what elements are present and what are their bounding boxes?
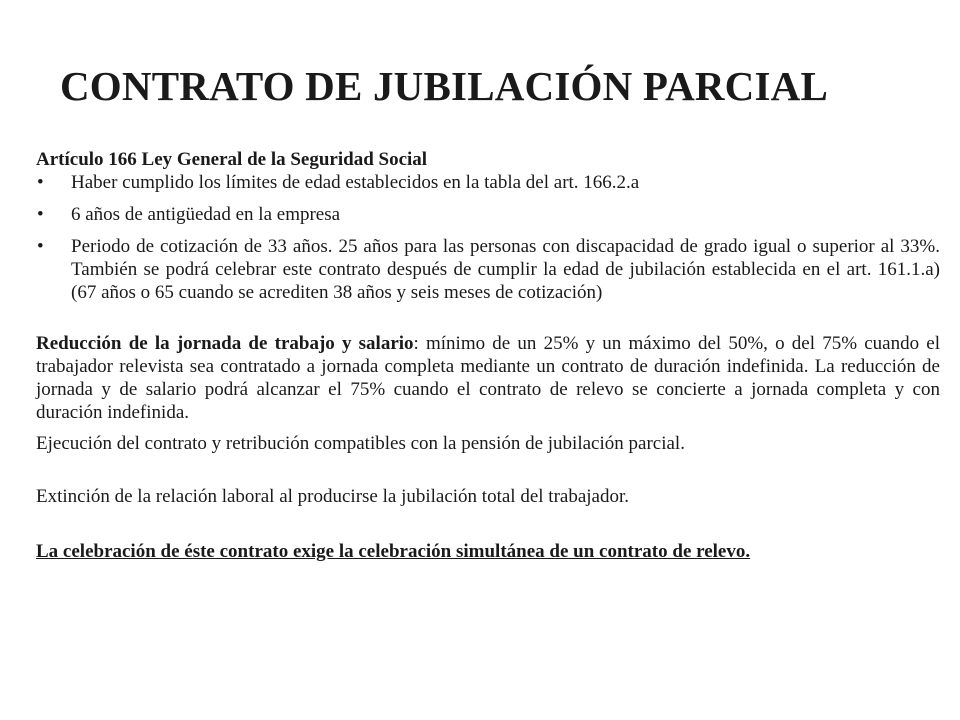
requirement-text: Periodo de cotización de 33 años. 25 años para las personas con discapacidad de grado igual o superior al 33%. También se podrá celebrar este contrato después de cumplir la edad de jubilación establecida en el art. 161.1.a) (67 años o 65 cuando se acrediten 38 años y seis meses de cotización) <box>71 236 940 303</box>
reduccion-label: Reducción de la jornada de trabajo y salario <box>36 333 414 354</box>
requirements-list <box>36 171 940 304</box>
relevo-notice: La celebración de éste contrato exige la celebración simultánea de un contrato de relevo. <box>36 541 751 562</box>
slide-title: CONTRATO DE JUBILACIÓN PARCIAL <box>60 63 829 109</box>
reduccion-text: : mínimo de un 25% y un máximo del 50%, o del 75% cuando el trabajador relevista sea contratado a jornada completa mediante un contrato de duración indefinida. La reducción de jornada y de salario podrá alcanzar el 75% cuando el contrato de relevo se concierte a jornada completa y con duración indefinida. <box>36 333 940 423</box>
bullet-icon: • <box>37 172 44 193</box>
article-heading: Artículo 166 Ley General de la Seguridad Social <box>36 149 428 170</box>
extincion-paragraph: Extinción de la relación laboral al producirse la jubilación total del trabajador. <box>36 486 629 507</box>
requirement-text: 6 años de antigüedad en la empresa <box>71 204 341 225</box>
list-item <box>36 235 940 304</box>
bullet-icon: • <box>37 204 44 225</box>
list-item <box>36 171 940 194</box>
reduccion-paragraph <box>36 332 940 424</box>
ejecucion-paragraph: Ejecución del contrato y retribución compatibles con la pensión de jubilación parcial. <box>36 433 685 454</box>
bullet-icon: • <box>37 236 44 257</box>
list-item <box>36 203 940 226</box>
slide-content <box>36 148 940 563</box>
requirement-text: Haber cumplido los límites de edad establecidos en la tabla del art. 166.2.a <box>71 172 640 193</box>
